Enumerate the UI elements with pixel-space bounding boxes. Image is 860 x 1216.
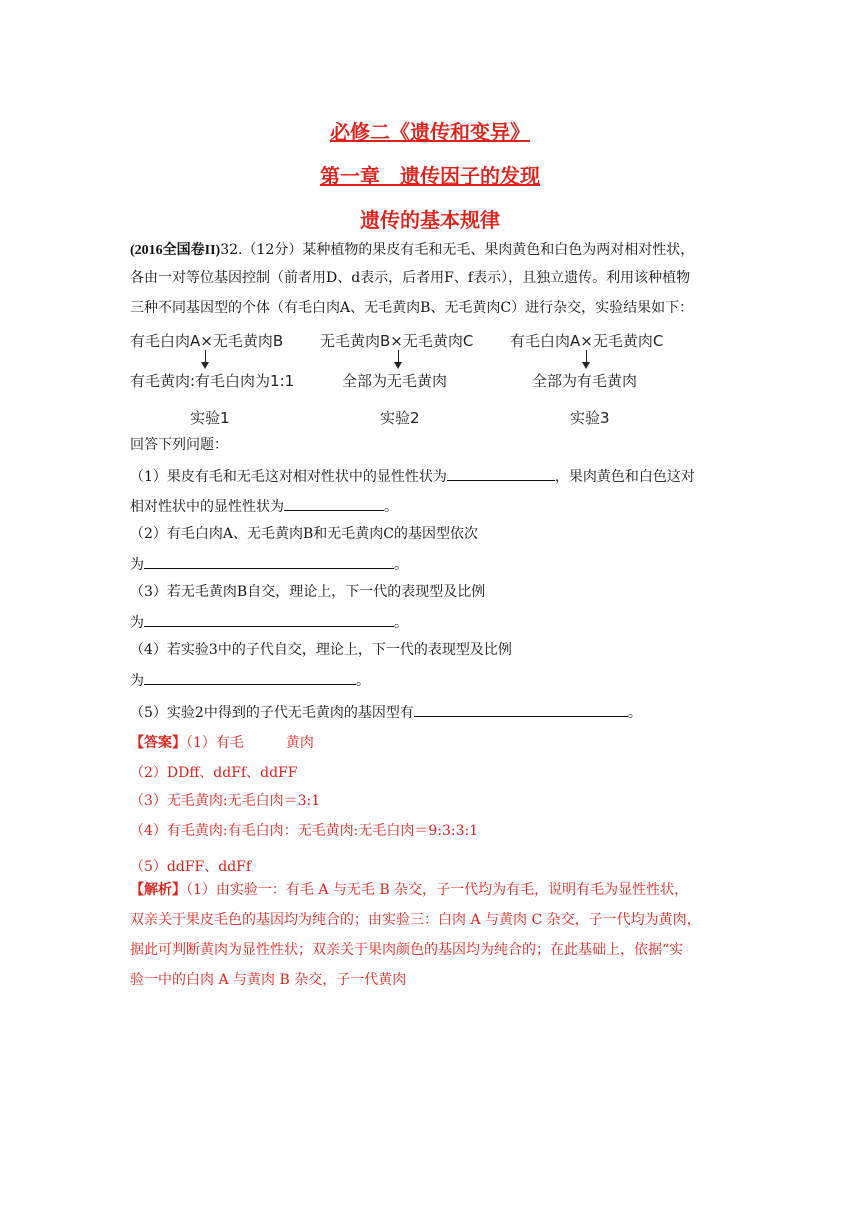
- exp3-result: 全部为有毛黄肉: [532, 372, 638, 390]
- q2-line-1: （2）有毛白肉A、无毛黄肉B和无毛黄肉C的基因型依次: [130, 526, 479, 542]
- answer-1: 【答案】（1）有毛 黄肉: [130, 735, 314, 751]
- q5-line: （5）实验2中得到的子代无毛黄肉的基因型有 。: [130, 702, 642, 723]
- q1-blank-1[interactable]: [447, 466, 555, 481]
- q3-line-1: （3）若无毛黄肉B自交，理论上，下一代的表现型及比例: [130, 584, 486, 600]
- q1-line-2: 相对性状中的显性性状为 。: [130, 496, 398, 517]
- q5-blank[interactable]: [414, 702, 628, 717]
- question-source: (2016全国卷II): [130, 243, 221, 258]
- q4-line-2: 为 。: [130, 670, 370, 691]
- q4-blank[interactable]: [144, 670, 356, 685]
- answer-tag: 【答案】: [130, 735, 186, 751]
- title-book: 必修二《遗传和变异》: [330, 120, 530, 144]
- title-section: 遗传的基本规律: [360, 208, 500, 232]
- exp3-arrowhead: [582, 362, 590, 369]
- answer-4: （4）有毛黄肉:有毛白肉：无毛黄肉:无毛白肉＝9:3:3:1: [130, 823, 479, 839]
- exp1-label: 实验1: [190, 409, 230, 427]
- question-stem-line-1: (2016全国卷II)32.（12分）某种植物的果皮有毛和无毛、果肉黄色和白色为两对相对性状，: [130, 242, 695, 258]
- question-prompt: 回答下列问题：: [130, 437, 228, 453]
- exp2-result: 全部为无毛黄肉: [342, 372, 448, 390]
- analysis-tag: 【解析】: [130, 882, 186, 898]
- exp3-label: 实验3: [570, 409, 610, 427]
- analysis-line-4: 验一中的白肉 A 与黄肉 B 杂交，子一代黄肉: [130, 972, 407, 988]
- exp2-arrowhead: [394, 362, 402, 369]
- q1-line-1: （1）果皮有毛和无毛这对相对性状中的显性性状为 ，果肉黄色和白色这对: [130, 466, 695, 487]
- exp1-cross: 有毛白肉A×无毛黄肉B: [130, 332, 284, 350]
- exp3-cross: 有毛白肉A×无毛黄肉C: [510, 332, 664, 350]
- q4-line-1: （4）若实验3中的子代自交，理论上，下一代的表现型及比例: [130, 642, 512, 658]
- q2-line-2: 为 。: [130, 554, 408, 575]
- answer-2: （2）DDff、ddFf、ddFF: [130, 765, 298, 781]
- q1-blank-2[interactable]: [284, 496, 384, 511]
- title-chapter: 第一章 遗传因子的发现: [320, 164, 540, 188]
- exp1-result: 有毛黄肉:有毛白肉为1:1: [130, 372, 295, 390]
- exp2-cross: 无毛黄肉B×无毛黄肉C: [320, 332, 474, 350]
- analysis-line-3: 据此可判断黄肉为显性性状；双亲关于果肉颜色的基因均为纯合的；在此基础上，依据“实: [130, 942, 684, 958]
- q3-line-2: 为 。: [130, 612, 408, 633]
- exp2-label: 实验2: [380, 409, 420, 427]
- answer-5: （5）ddFF、ddFf: [130, 859, 252, 875]
- question-stem-line-3: 三种不同基因型的个体（有毛白肉A、无毛黄肉B、无毛黄肉C）进行杂交，实验结果如下：: [130, 300, 694, 316]
- q3-blank[interactable]: [144, 612, 394, 627]
- question-stem-line-2: 各由一对等位基因控制（前者用D、d表示，后者用F、f表示），且独立遗传。利用该种植物: [130, 270, 691, 286]
- exp1-arrowhead: [201, 362, 209, 369]
- answer-3: （3）无毛黄肉:无毛白肉＝3:1: [130, 793, 321, 809]
- analysis-line-1: 【解析】（1）由实验一：有毛 A 与无毛 B 杂交，子一代均为有毛，说明有毛为显性性状，: [130, 882, 689, 898]
- q2-blank[interactable]: [144, 554, 394, 569]
- analysis-line-2: 双亲关于果皮毛色的基因均为纯合的；由实验三：白肉 A 与黄肉 C 杂交，子一代均为黄肉，: [130, 912, 701, 928]
